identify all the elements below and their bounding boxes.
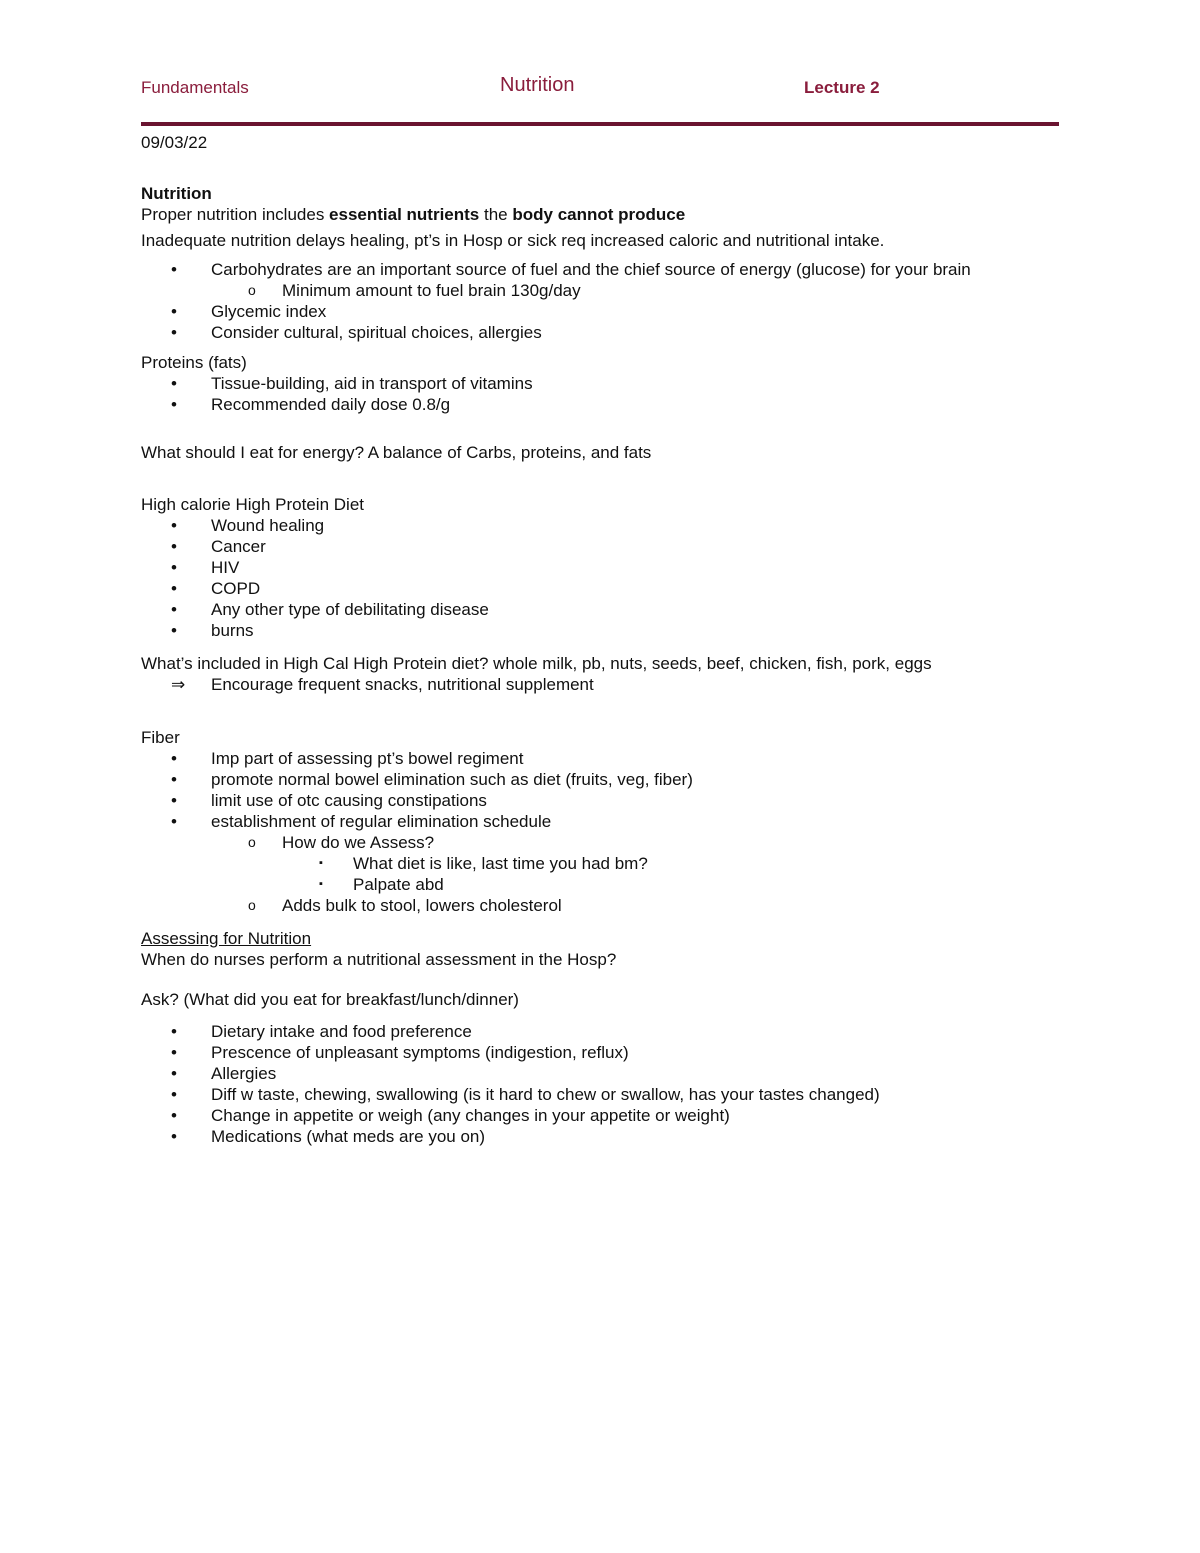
circle-bullet-icon: o: [248, 282, 256, 298]
list-item: • Wound healing: [171, 516, 325, 535]
bullet-icon: •: [171, 302, 177, 321]
date: 09/03/22: [141, 133, 208, 152]
paragraph-energy: What should I eat for energy? A balance of Carbs, proteins, and fats: [141, 443, 652, 462]
list-item: • burns: [171, 621, 254, 640]
circle-bullet-icon: o: [248, 897, 256, 913]
arrow-icon: ⇒: [171, 675, 186, 694]
bullet-icon: •: [171, 579, 177, 598]
list-item: • Consider cultural, spiritual choices, allergies: [171, 323, 542, 342]
list-item: • Prescence of unpleasant symptoms (indigestion, reflux): [171, 1043, 629, 1062]
section-heading-nutrition: Nutrition: [141, 184, 212, 203]
list-item: • Glycemic index: [171, 302, 327, 321]
list-item: ⇒ Encourage frequent snacks, nutritional supplement: [171, 675, 594, 694]
bullet-icon: •: [171, 1022, 177, 1041]
bullet-icon: •: [171, 1127, 177, 1146]
paragraph-proper-nutrition: Proper nutrition includes essential nutrients the body cannot produce: [141, 205, 686, 224]
paragraph-high-cal-question: What’s included in High Cal High Protein diet? whole milk, pb, nuts, seeds, beef, chicken, fish, pork, eggs: [141, 654, 932, 673]
square-bullet-icon: ▪: [319, 857, 323, 869]
bullet-icon: •: [171, 1106, 177, 1125]
header-course: Fundamentals: [141, 78, 249, 97]
header-lecture: Lecture 2: [804, 78, 880, 97]
list-item: • establishment of regular elimination schedule: [171, 812, 552, 831]
list-item: • Any other type of debilitating disease: [171, 600, 489, 619]
list-item: • Dietary intake and food preference: [171, 1022, 472, 1041]
list-item: • HIV: [171, 558, 240, 577]
list-item: o Adds bulk to stool, lowers cholesterol: [248, 896, 562, 915]
bullet-icon: •: [171, 1064, 177, 1083]
list-item: • Imp part of assessing pt’s bowel regiment: [171, 749, 524, 768]
bullet-icon: •: [171, 558, 177, 577]
bullet-icon: •: [171, 537, 177, 556]
bullet-icon: •: [171, 621, 177, 640]
section-heading-proteins: Proteins (fats): [141, 353, 247, 372]
bullet-icon: •: [171, 812, 177, 831]
bullet-icon: •: [171, 516, 177, 535]
bullet-icon: •: [171, 791, 177, 810]
list-item: ▪ What diet is like, last time you had bm?: [319, 854, 648, 873]
header-topic: Nutrition: [500, 74, 575, 96]
list-item: • Recommended daily dose 0.8/g: [171, 395, 451, 414]
section-heading-high-calorie: High calorie High Protein Diet: [141, 495, 364, 514]
document-body: [141, 130, 1059, 1147]
bullet-icon: •: [171, 323, 177, 342]
list-item: • COPD: [171, 579, 261, 598]
list-item: • promote normal bowel elimination such as diet (fruits, veg, fiber): [171, 770, 693, 789]
bullet-icon: •: [171, 1085, 177, 1104]
bullet-icon: •: [171, 260, 177, 279]
bullet-icon: •: [171, 749, 177, 768]
list-item: • Tissue-building, aid in transport of vitamins: [171, 374, 533, 393]
paragraph-inadequate: Inadequate nutrition delays healing, pt’s in Hosp or sick req increased caloric and nutritional intake.: [141, 231, 885, 250]
list-item: • Diff w taste, chewing, swallowing (is it hard to chew or swallow, has your tastes changed): [171, 1085, 880, 1104]
list-item: • Medications (what meds are you on): [171, 1127, 486, 1146]
paragraph-ask: Ask? (What did you eat for breakfast/lunch/dinner): [141, 990, 519, 1009]
list-item: • limit use of otc causing constipations: [171, 791, 487, 810]
list-item: o How do we Assess?: [248, 833, 435, 852]
list-item: • Cancer: [171, 537, 266, 556]
section-heading-fiber: Fiber: [141, 728, 180, 747]
paragraph-assessing-question: When do nurses perform a nutritional assessment in the Hosp?: [141, 950, 617, 969]
list-item: o Minimum amount to fuel brain 130g/day: [248, 281, 581, 300]
list-item: • Allergies: [171, 1064, 277, 1083]
circle-bullet-icon: o: [248, 834, 256, 850]
section-heading-assessing: Assessing for Nutrition: [141, 929, 312, 948]
list-item: ▪ Palpate abd: [319, 875, 444, 894]
page-header: [141, 72, 1059, 106]
bullet-icon: •: [171, 600, 177, 619]
bullet-icon: •: [171, 770, 177, 789]
bullet-icon: •: [171, 1043, 177, 1062]
bullet-icon: •: [171, 374, 177, 393]
list-item: • Carbohydrates are an important source of fuel and the chief source of energy (glucose) for your brain: [171, 260, 971, 279]
square-bullet-icon: ▪: [319, 878, 323, 890]
bullet-icon: •: [171, 395, 177, 414]
list-item: • Change in appetite or weigh (any changes in your appetite or weight): [171, 1106, 730, 1125]
header-divider: [141, 122, 1059, 126]
